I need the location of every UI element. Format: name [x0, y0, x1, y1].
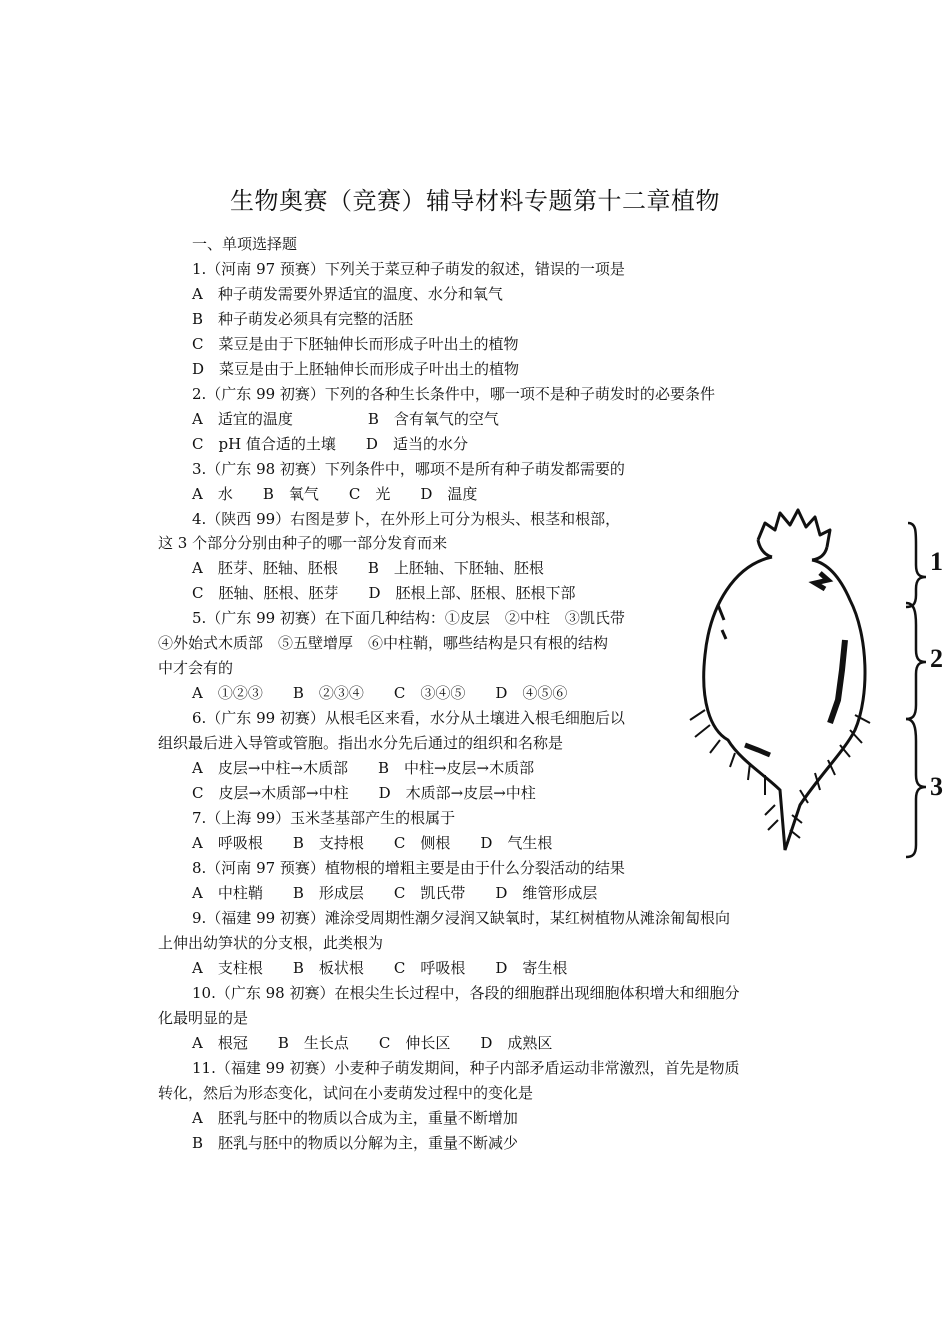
question-4-line-1: 4.（陕西 99）右图是萝卜，在外形上可分为根头、根茎和根部， — [192, 510, 621, 528]
figure-label-2: 2 — [930, 644, 943, 673]
question-6-options-cd: C 皮层→木质部→中柱 D 木质部→皮层→中柱 — [192, 784, 536, 802]
radish-figure — [680, 505, 950, 865]
question-2-options-ab: A 适宜的温度 B 含有氧气的空气 — [192, 410, 499, 428]
question-5-line-1: 5.（广东 99 初赛）在下面几种结构：①皮层 ②中柱 ③凯氏带 — [192, 609, 625, 627]
question-7-options: A 呼吸根 B 支持根 C 侧根 D 气生根 — [192, 834, 553, 852]
question-8: 8.（河南 97 预赛）植物根的增粗主要是由于什么分裂活动的结果 — [192, 859, 625, 877]
question-1: 1.（河南 97 预赛）下列关于菜豆种子萌发的叙述，错误的一项是 — [192, 260, 625, 278]
question-2-options-cd: C pH 值合适的土壤 D 适当的水分 — [192, 435, 468, 453]
question-1-option-d: D 菜豆是由于上胚轴伸长而形成子叶出土的植物 — [192, 360, 520, 378]
question-3-options: A 水 B 氧气 C 光 D 温度 — [192, 485, 478, 503]
figure-label-3: 3 — [930, 772, 943, 801]
question-2: 2.（广东 99 初赛）下列的各种生长条件中，哪一项不是种子萌发时的必要条件 — [192, 385, 715, 403]
question-5-line-3: 中才会有的 — [158, 659, 234, 677]
question-6-line-2: 组织最后进入导管或管胞。指出水分先后通过的组织和名称是 — [158, 734, 564, 752]
question-4-options-ab: A 胚芽、胚轴、胚根 B 上胚轴、下胚轴、胚根 — [192, 559, 544, 577]
question-7: 7.（上海 99）玉米茎基部产生的根属于 — [192, 809, 456, 827]
question-11-line-2: 转化，然后为形态变化，试问在小麦萌发过程中的变化是 — [158, 1084, 534, 1102]
figure-label-1: 1 — [930, 547, 943, 576]
question-11-option-a: A 胚乳与胚中的物质以合成为主，重量不断增加 — [192, 1109, 518, 1127]
question-6-line-1: 6.（广东 99 初赛）从根毛区来看，水分从土壤进入根毛细胞后以 — [192, 709, 625, 727]
question-10-options: A 根冠 B 生长点 C 伸长区 D 成熟区 — [192, 1034, 553, 1052]
question-5-options: A ①②③ B ②③④ C ③④⑤ D ④⑤⑥ — [192, 684, 568, 702]
question-8-options: A 中柱鞘 B 形成层 C 凯氏带 D 维管形成层 — [192, 884, 598, 902]
question-11-option-b: B 胚乳与胚中的物质以分解为主，重量不断减少 — [192, 1134, 519, 1152]
page-title: 生物奥赛（竞赛）辅导材料专题第十二章植物 — [230, 187, 720, 215]
question-4-options-cd: C 胚轴、胚根、胚芽 D 胚根上部、胚根、胚根下部 — [192, 584, 576, 602]
question-10-line-1: 10.（广东 98 初赛）在根尖生长过程中，各段的细胞群出现细胞体积增大和细胞分 — [192, 984, 740, 1002]
question-11-line-1: 11.（福建 99 初赛）小麦种子萌发期间，种子内部矛盾运动非常激烈，首先是物质 — [192, 1059, 740, 1077]
question-9-line-1: 9.（福建 99 初赛）滩涂受周期性潮夕浸润又缺氧时，某红树植物从滩涂匍匐根向 — [192, 909, 730, 927]
question-4-line-2: 这 3 个部分分别由种子的哪一部分发育而来 — [158, 534, 448, 552]
question-3: 3.（广东 98 初赛）下列条件中，哪项不是所有种子萌发都需要的 — [192, 460, 625, 478]
question-1-option-b: B 种子萌发必须具有完整的活胚 — [192, 310, 414, 328]
question-9-line-2: 上伸出幼笋状的分支根，此类根为 — [158, 934, 384, 952]
question-1-option-c: C 菜豆是由于下胚轴伸长而形成子叶出土的植物 — [192, 335, 519, 353]
section-heading: 一、单项选择题 — [192, 235, 298, 253]
question-5-line-2: ④外始式木质部 ⑤五壁增厚 ⑥中柱鞘，哪些结构是只有根的结构 — [158, 634, 609, 652]
question-10-line-2: 化最明显的是 — [158, 1009, 249, 1027]
question-6-options-ab: A 皮层→中柱→木质部 B 中柱→皮层→木质部 — [192, 759, 535, 777]
question-1-option-a: A 种子萌发需要外界适宜的温度、水分和氧气 — [192, 285, 503, 303]
radish-drawing — [680, 505, 950, 865]
question-9-options: A 支柱根 B 板状根 C 呼吸根 D 寄生根 — [192, 959, 568, 977]
